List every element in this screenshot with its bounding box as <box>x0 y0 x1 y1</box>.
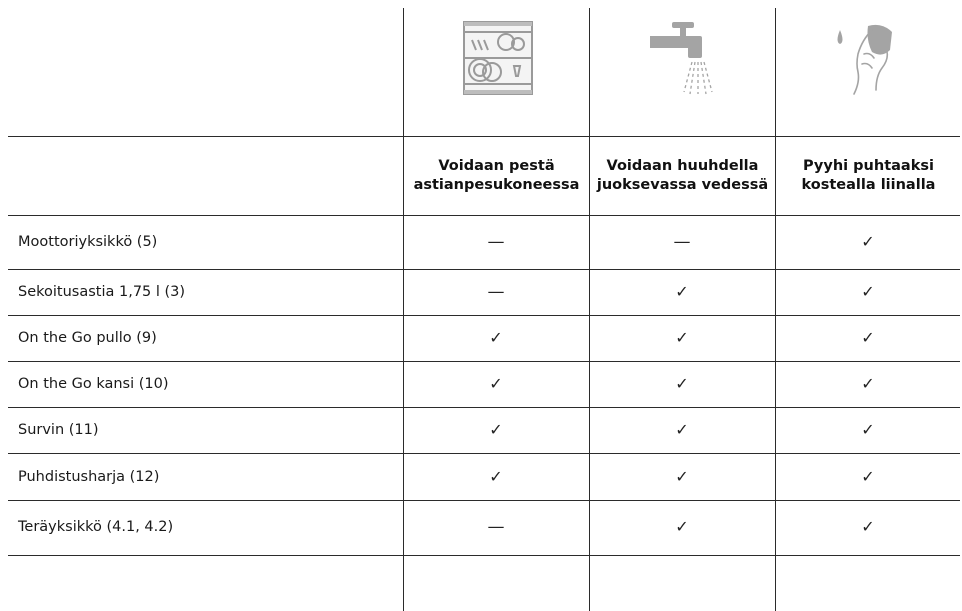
row-divider <box>8 136 960 137</box>
wipe-cloth-icon <box>828 18 908 98</box>
cell-mark: ✓ <box>675 420 689 439</box>
cell-mark: ✓ <box>489 374 503 393</box>
column-header-line: Voidaan pestä <box>438 158 555 174</box>
row-divider <box>8 500 960 501</box>
row-label: Puhdistusharja (12) <box>18 469 160 485</box>
cell-mark: — <box>487 232 505 252</box>
column-header-line: astianpesukoneessa <box>413 177 580 193</box>
column-header-rinse <box>590 146 775 206</box>
cell-mark: ✓ <box>675 282 689 301</box>
cell-mark: ✓ <box>489 467 503 486</box>
row-divider <box>8 215 960 216</box>
cell-mark: ✓ <box>861 517 875 536</box>
column-header-line: Voidaan huuhdella <box>606 158 759 174</box>
column-header-line: juoksevassa vedessä <box>596 177 769 193</box>
row-label: On the Go kansi (10) <box>18 376 169 392</box>
cell-mark: ✓ <box>861 467 875 486</box>
cell-mark: ✓ <box>861 282 875 301</box>
column-header-dishwasher <box>404 146 589 206</box>
column-divider <box>589 8 590 611</box>
row-divider <box>8 361 960 362</box>
row-divider <box>8 407 960 408</box>
cell-mark: ✓ <box>675 517 689 536</box>
faucet-icon <box>642 18 722 98</box>
row-label: Sekoitusastia 1,75 l (3) <box>18 284 186 300</box>
cell-mark: — <box>673 232 691 252</box>
row-divider <box>8 453 960 454</box>
cell-mark: ✓ <box>861 232 875 251</box>
row-label: Moottoriyksikkö (5) <box>18 234 158 250</box>
column-divider <box>403 8 404 611</box>
cell-mark: ✓ <box>489 328 503 347</box>
cell-mark: ✓ <box>675 467 689 486</box>
dishwasher-icon <box>458 18 538 98</box>
column-header-wipe <box>776 146 961 206</box>
cell-mark: — <box>487 517 505 537</box>
cell-mark: ✓ <box>861 420 875 439</box>
cell-mark: ✓ <box>861 374 875 393</box>
cell-mark: ✓ <box>675 374 689 393</box>
column-header-line: Pyyhi puhtaaksi <box>803 158 934 174</box>
row-divider <box>8 269 960 270</box>
cell-mark: ✓ <box>861 328 875 347</box>
cell-mark: ✓ <box>489 420 503 439</box>
cell-mark: ✓ <box>675 328 689 347</box>
cell-mark: — <box>487 282 505 302</box>
row-label: On the Go pullo (9) <box>18 330 157 346</box>
row-divider <box>8 555 960 556</box>
column-divider <box>775 8 776 611</box>
row-label: Teräyksikkö (4.1, 4.2) <box>18 519 174 535</box>
column-header-line: kostealla liinalla <box>801 177 936 193</box>
row-label: Survin (11) <box>18 422 99 438</box>
row-divider <box>8 315 960 316</box>
